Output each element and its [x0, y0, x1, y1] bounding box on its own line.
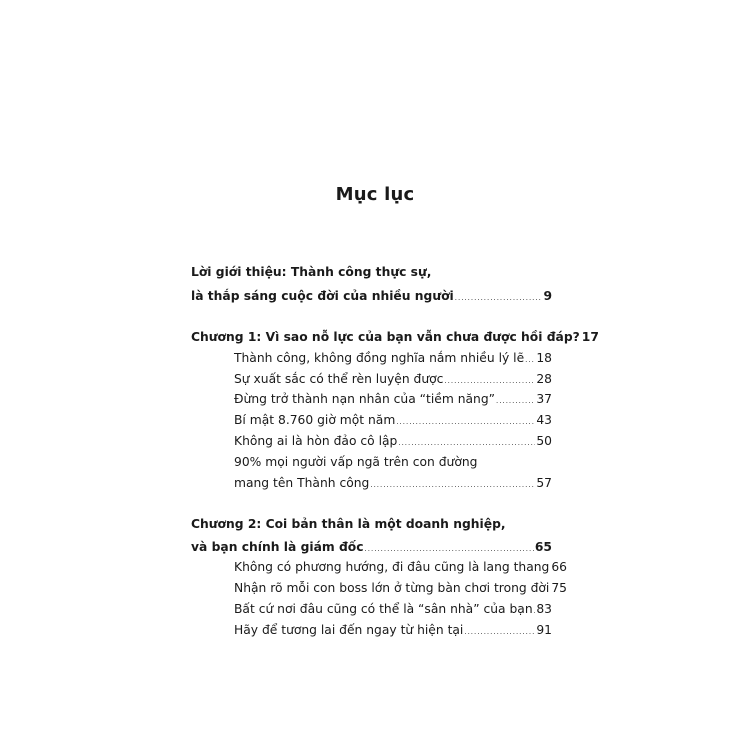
toc-entry[interactable]: [234, 369, 552, 389]
entry-page-number: 57: [536, 476, 552, 490]
chapter-1-entry[interactable]: [191, 327, 599, 347]
chapter-2-title: Chương 2: Coi bản thân là một doanh nghiệp,: [191, 517, 506, 531]
toc-entry[interactable]: [234, 389, 552, 409]
dot-leader: [534, 601, 536, 621]
dot-leader: [464, 622, 535, 642]
dot-leader: [496, 391, 535, 411]
dot-leader: [444, 371, 535, 391]
entry-title: Bất cứ nơi đâu cũng có thể là “sân nhà” của bạn: [234, 602, 533, 616]
chapter-1-page-number: 17: [581, 330, 599, 344]
chapter-2-title-line1: [191, 514, 552, 534]
entry-page-number: 28: [536, 372, 552, 386]
entry-page-number: 83: [536, 602, 552, 616]
entry-title: Bí mật 8.760 giờ một năm: [234, 413, 396, 427]
intro-entry[interactable]: [191, 286, 552, 306]
dot-leader: [525, 350, 535, 370]
toc-entry[interactable]: [234, 431, 552, 451]
chapter-1-title: Chương 1: Vì sao nỗ lực của bạn vẫn chưa được hồi đáp?: [191, 330, 580, 344]
entry-page-number: 91: [536, 623, 552, 637]
toc-entry[interactable]: [234, 473, 552, 493]
dot-leader: [455, 288, 543, 308]
toc-entry[interactable]: [234, 410, 552, 430]
entry-title: Hãy để tương lai đến ngay từ hiện tại: [234, 623, 464, 637]
dot-leader: [365, 539, 534, 559]
entry-title-continued: mang tên Thành công: [234, 476, 370, 490]
dot-leader: [396, 412, 535, 432]
chapter-2-title-continued: và bạn chính là giám đốc: [191, 540, 364, 554]
intro-title-continued: là thắp sáng cuộc đời của nhiều người: [191, 289, 454, 303]
dot-leader: [398, 433, 535, 453]
toc-entry[interactable]: [234, 348, 552, 368]
intro-page-number: 9: [543, 289, 552, 303]
chapter-2-entry[interactable]: [191, 537, 552, 557]
dot-leader: [370, 475, 535, 495]
entry-page-number: 50: [536, 434, 552, 448]
page-title: Mục lục: [335, 184, 415, 205]
entry-title: Không ai là hòn đảo cô lập: [234, 434, 398, 448]
toc-entry[interactable]: [234, 599, 552, 619]
entry-title: Sự xuất sắc có thể rèn luyện được: [234, 372, 444, 386]
toc-entry[interactable]: [234, 557, 567, 577]
chapter-2-page-number: 65: [534, 540, 552, 554]
entry-title: Không có phương hướng, đi đâu cũng là lang thang: [234, 560, 550, 574]
entry-page-number: 18: [536, 351, 552, 365]
toc-entry[interactable]: [234, 620, 552, 640]
entry-page-number: 75: [551, 581, 567, 595]
entry-title: 90% mọi người vấp ngã trên con đường: [234, 455, 478, 469]
entry-title: Nhận rõ mỗi con boss lớn ở từng bàn chơi trong đời: [234, 581, 550, 595]
entry-title: Thành công, không đồng nghĩa nắm nhiều lý lẽ: [234, 351, 525, 365]
toc-entry-line1: [234, 452, 552, 472]
intro-title-line1: [191, 262, 552, 282]
entry-page-number: 66: [551, 560, 567, 574]
entry-page-number: 43: [536, 413, 552, 427]
toc-entry[interactable]: [234, 578, 567, 598]
entry-title: Đừng trở thành nạn nhân của “tiềm năng”: [234, 392, 496, 406]
entry-page-number: 37: [536, 392, 552, 406]
intro-title: Lời giới thiệu: Thành công thực sự,: [191, 265, 432, 279]
